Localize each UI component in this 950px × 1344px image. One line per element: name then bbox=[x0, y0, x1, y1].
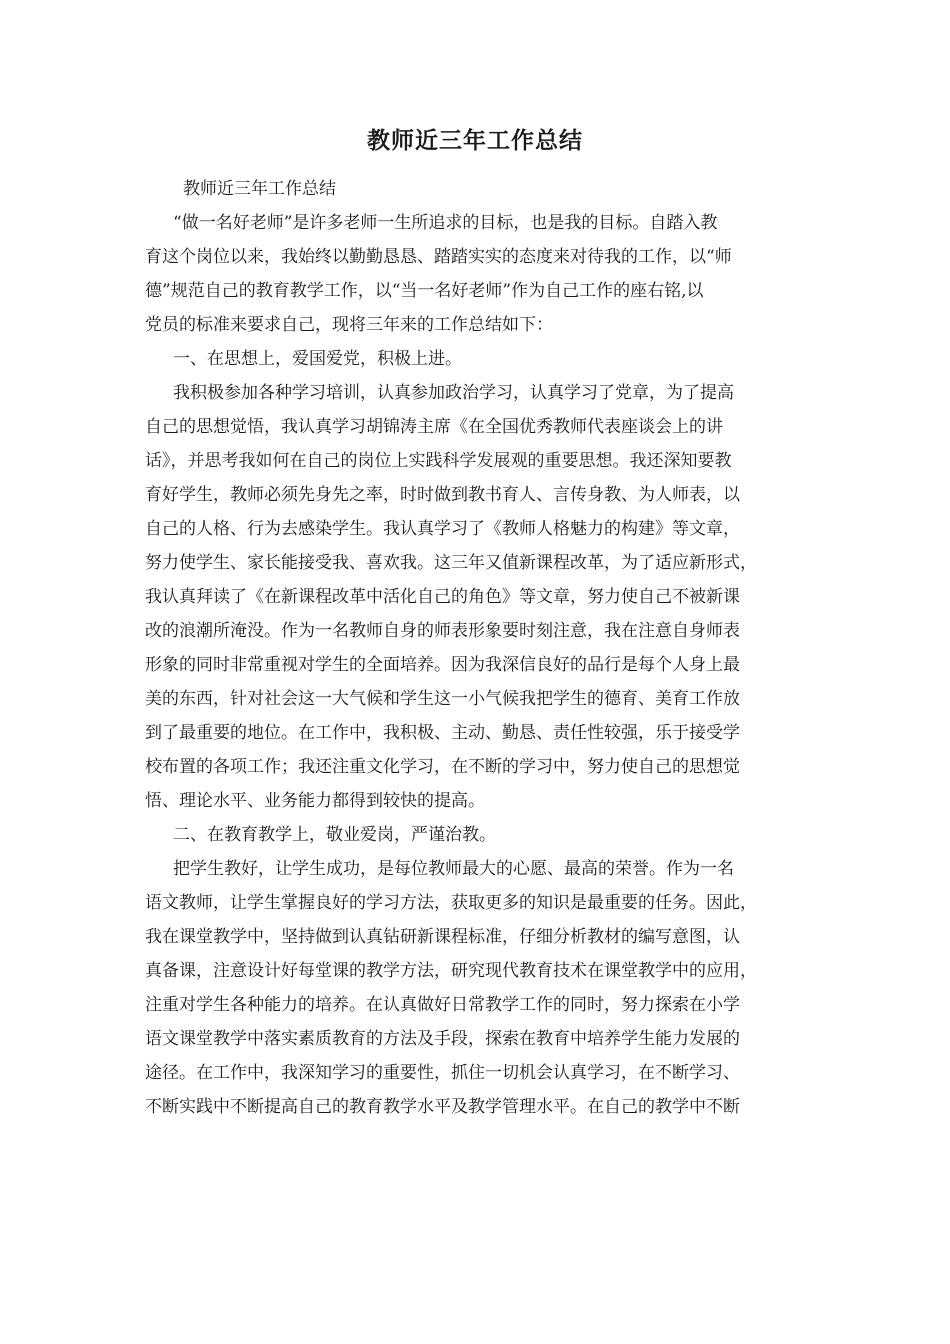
text-line: 一、在思想上，爱国爱党，积极上进。 bbox=[173, 349, 462, 369]
text-line: 语文课堂教学中落实素质教育的方法及手段，探索在教育中培养学生能力发展的 bbox=[145, 1029, 740, 1049]
text-line: 注重对学生各种能力的培养。在认真做好日常教学工作的同时，努力探索在小学 bbox=[145, 995, 740, 1015]
text-line: “做一名好老师”是许多老师一生所追求的目标，也是我的目标。自踏入教 bbox=[173, 213, 718, 233]
text-line: 美的东西，针对社会这一大气候和学生这一小气候我把学生的德育、美育工作放 bbox=[145, 689, 740, 709]
text-line: 途径。在工作中，我深知学习的重要性，抓住一切机会认真学习，在不断学习、 bbox=[145, 1063, 740, 1083]
text-line: 话》，并思考我如何在自己的岗位上实践科学发展观的重要思想。我还深知要教 bbox=[145, 451, 732, 471]
text-line: 我认真拜读了《在新课程改革中活化自己的角色》等文章，努力使自己不被新课 bbox=[145, 587, 740, 607]
text-line: 努力使学生、家长能接受我、喜欢我。这三年又值新课程改革，为了适应新形式， bbox=[145, 553, 757, 573]
text-line: 真备课，注意设计好每堂课的教学方法，研究现代教育技术在课堂教学中的应用， bbox=[145, 961, 757, 981]
text-line: 育好学生，教师必须先身先之率，时时做到教书育人、言传身教、为人师表，以 bbox=[145, 485, 740, 505]
text-line: 二、在教育教学上，敬业爱岗，严谨治教。 bbox=[173, 825, 496, 845]
text-line: 党员的标准来要求自己，现将三年来的工作总结如下： bbox=[145, 315, 553, 335]
text-line: 我在课堂教学中，坚持做到认真钻研新课程标准，仔细分析教材的编写意图，认 bbox=[145, 927, 740, 947]
text-line: 不断实践中不断提高自己的教育教学水平及教学管理水平。在自己的教学中不断 bbox=[145, 1097, 740, 1117]
text-line: 改的浪潮所淹没。作为一名教师自身的师表形象要时刻注意，我在注意自身师表 bbox=[145, 621, 740, 641]
text-line: 自己的人格、行为去感染学生。我认真学习了《教师人格魅力的构建》等文章， bbox=[145, 519, 740, 539]
text-line: 教师近三年工作总结 bbox=[183, 179, 336, 199]
document-title: 教师近三年工作总结 bbox=[367, 127, 583, 154]
text-line: 校布置的各项工作；我还注重文化学习，在不断的学习中，努力使自己的思想觉 bbox=[145, 757, 740, 777]
text-line: 语文教师，让学生掌握良好的学习方法，获取更多的知识是最重要的任务。因此， bbox=[145, 893, 757, 913]
text-line: 德”规范自己的教育教学工作，以“当一名好老师”作为自己工作的座右铭,以 bbox=[145, 281, 704, 301]
text-line: 悟、理论水平、业务能力都得到较快的提高。 bbox=[145, 791, 485, 811]
text-line: 把学生教好，让学生成功，是每位教师最大的心愿、最高的荣誉。作为一名 bbox=[173, 859, 734, 879]
text-line: 形象的同时非常重视对学生的全面培养。因为我深信良好的品行是每个人身上最 bbox=[145, 655, 740, 675]
text-line: 我积极参加各种学习培训，认真参加政治学习，认真学习了党章，为了提高 bbox=[173, 383, 734, 403]
document-body bbox=[145, 172, 815, 1124]
text-line: 自己的思想觉悟，我认真学习胡锦涛主席《在全国优秀教师代表座谈会上的讲 bbox=[145, 417, 723, 437]
text-line: 育这个岗位以来，我始终以勤勤恳恳、踏踏实实的态度来对待我的工作，以“师 bbox=[145, 247, 732, 267]
text-line: 到了最重要的地位。在工作中，我积极、主动、勤恳、责任性较强，乐于接受学 bbox=[145, 723, 740, 743]
